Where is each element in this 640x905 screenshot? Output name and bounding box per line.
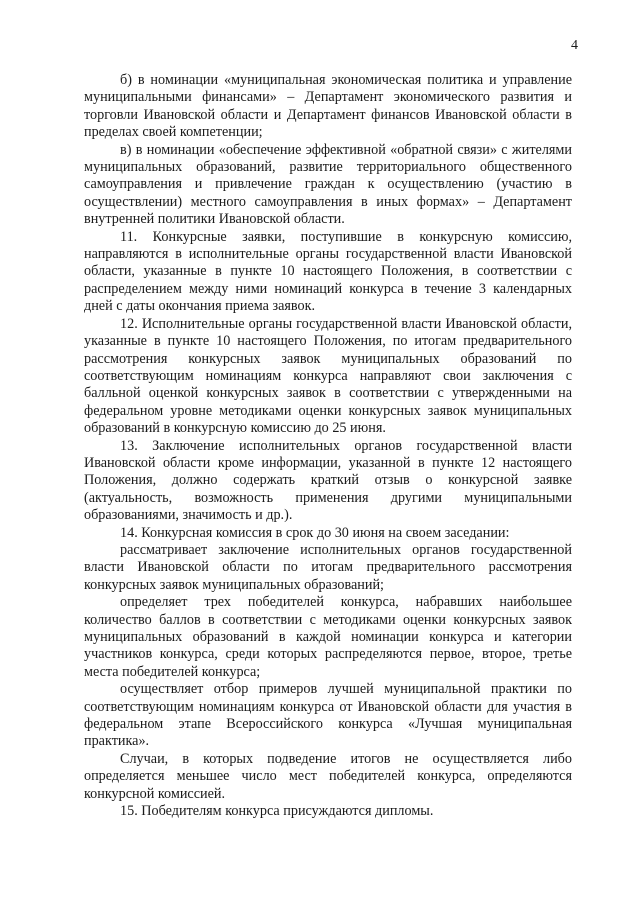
- paragraph-6b: б) в номинации «муниципальная экономическая политика и управление муниципальными финансами» – Департамент экономического развития и торговли Ивановской области и Департамент финансов Ивановской области в пределах своей компетенции;: [84, 72, 572, 141]
- paragraph-14: 14. Конкурсная комиссия в срок до 30 июня на своем заседании:: [120, 524, 510, 541]
- paragraph-15: 15. Победителям конкурса присуждаются дипломы.: [120, 803, 434, 820]
- paragraph-11: 11. Конкурсные заявки, поступившие в конкурсную комиссию, направляются в исполнительные органы государственной власти Ивановской области, указанные в пункте 10 настоящего Положения, в соответствии с распределением между ними номинаций конкурса в течение 3 календарных дней с даты окончания приема заявок.: [84, 228, 572, 315]
- paragraph-13: 13. Заключение исполнительных органов государственной власти Ивановской области кроме информации, указанной в пункте 12 настоящего Положения, должно содержать краткий отзыв о конкурсной заявке (актуальность, возможность применения другими муниципальными образованиями, значимость и др.).: [84, 437, 572, 524]
- page-number: 4: [571, 38, 578, 53]
- paragraph-14-item-3: осуществляет отбор примеров лучшей муниципальной практики по соответствующим номинациям конкурса от Ивановской области для участия в федеральном этапе Всероссийского конкурса «Лучшая муниципальная практика».: [84, 681, 572, 750]
- paragraph-14-note: Случаи, в которых подведение итогов не осуществляется либо определяется меньшее число мест победителей конкурса, определяются конкурсной комиссией.: [84, 750, 572, 802]
- paragraph-12: 12. Исполнительные органы государственной власти Ивановской области, указанные в пункте 10 настоящего Положения, по итогам предварительного рассмотрения конкурсных заявок муниципальных образований по соответствующим номинациям конкурса направляют свои заключения с балльной оценкой конкурсных заявок в соответствии с утвержденными на федеральном уровне методиками оценки конкурсных заявок муниципальных образований в конкурсную комиссию до 25 июня.: [84, 315, 572, 437]
- paragraph-6v: в) в номинации «обеспечение эффективной «обратной связи» с жителями муниципальных образований, развитие территориального общественного самоуправления и привлечение граждан к осуществлению (участию в осуществлении) местного самоуправления в иных формах» – Департамент внутренней политики Ивановской области.: [84, 141, 572, 228]
- paragraph-14-item-1: рассматривает заключение исполнительных органов государственной власти Ивановской области по итогам предварительного рассмотрения конкурсных заявок муниципальных образований;: [84, 541, 572, 593]
- paragraph-14-item-2: определяет трех победителей конкурса, набравших наибольшее количество баллов в соответствии с методиками оценки конкурсных заявок муниципальных образований в каждой номинации конкурса и категории участников конкурса, среди которых распределяются первое, второе, третье места победителей конкурса;: [84, 594, 572, 680]
- document-body: [84, 72, 572, 820]
